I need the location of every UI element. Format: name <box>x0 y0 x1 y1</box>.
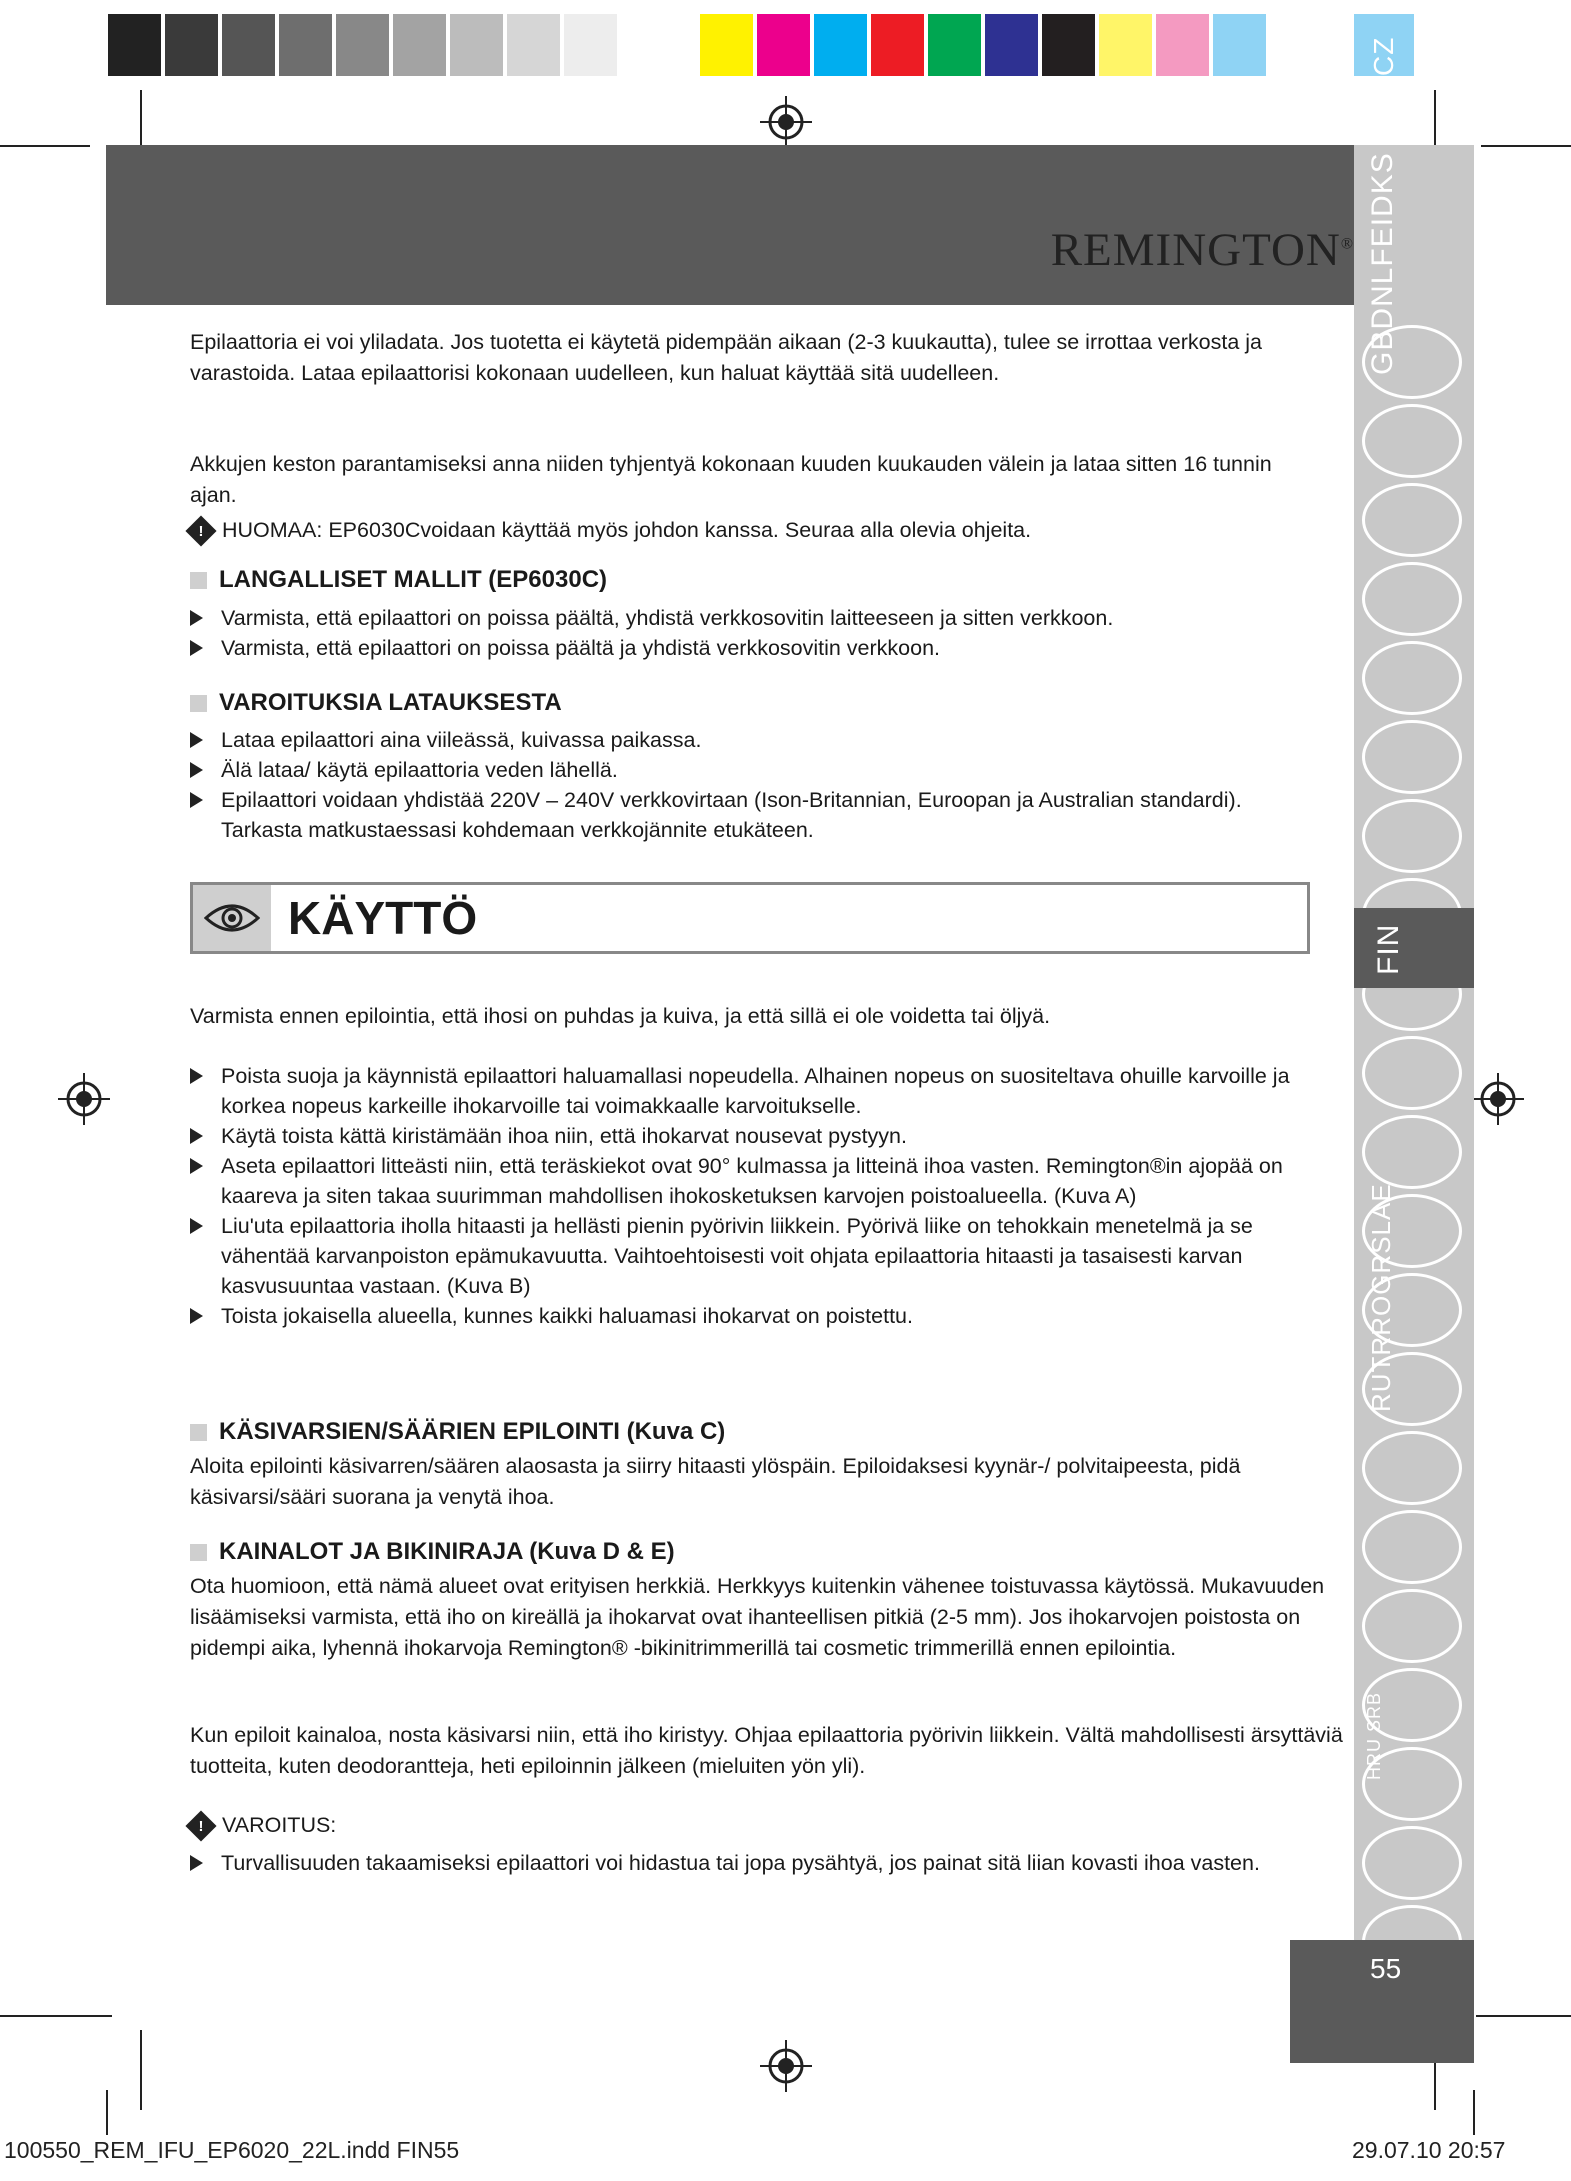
crop-mark <box>140 2030 142 2110</box>
footer-file-info: 100550_REM_IFU_EP6020_22L.indd FIN55 <box>4 2137 460 2163</box>
exclamation-diamond-icon: ! <box>185 1810 216 1841</box>
list-item: Käytä toista kättä kiristämään ihoa niin, että ihokarvat nousevat pystyyn. <box>186 1121 1316 1151</box>
crop-mark <box>106 2090 108 2135</box>
color-swatch <box>814 14 871 76</box>
eye-icon <box>204 900 260 936</box>
list-item: Varmista, että epilaattori on poissa päältä ja yhdistä verkkosovitin verkkoon. <box>186 633 1316 663</box>
registration-mark-icon <box>58 1073 110 1125</box>
usage-title: KÄYTTÖ <box>288 892 478 944</box>
crop-mark <box>1473 2090 1475 2135</box>
language-oval[interactable] <box>1362 483 1462 557</box>
section-square-icon <box>190 1424 207 1441</box>
arms-text: Aloita epilointi käsivarren/säären alaosasta ja siirry hitaasti ylöspäin. Epiloidaksesi kyynär-/ polvitaipeesta, pidä käsivarsi/sääri suorana ja venytä ihoa. <box>190 1454 1241 1509</box>
charging-section-title: VAROITUKSIA LATAUKSESTA <box>190 689 562 717</box>
sidebar-top-label: CZ <box>1368 36 1399 76</box>
color-swatch <box>757 14 814 76</box>
intro-paragraph-1: Epilaattoria ei voi yliladata. Jos tuotetta ei käytetä pidempään aikaan (2-3 kuukautta), tulee se irrottaa verkosta ja varastoida. Lataa epilaattorisi kokonaan uudelleen, kun haluat käyttää sitä uudelleen. <box>190 330 1263 385</box>
language-oval[interactable] <box>1362 562 1462 636</box>
section-square-icon <box>190 572 207 589</box>
charging-list <box>186 725 1316 845</box>
language-oval[interactable] <box>1362 404 1462 478</box>
color-swatch <box>871 14 928 76</box>
section-square-icon <box>190 1544 207 1561</box>
color-swatch <box>279 14 336 76</box>
language-oval[interactable] <box>1362 641 1462 715</box>
color-swatch <box>1042 14 1099 76</box>
usage-heading-box <box>190 882 1310 954</box>
remington-logo: REMINGTON® <box>1050 224 1354 276</box>
page-number: 55 <box>1370 1953 1402 1984</box>
eye-icon-cell <box>193 885 271 951</box>
list-item: Poista suoja ja käynnistä epilaattori haluamallasi nopeudella. Alhainen nopeus on suositeltava ohuille karvoille ja korkea nopeus karkeille ihokarvoille tai voimakkaalle karvoitukselle. <box>186 1061 1316 1121</box>
sidebar-langs-bottom: HRU SRB <box>1364 1691 1384 1780</box>
registration-mark-icon <box>1472 1073 1524 1125</box>
list-item: Älä lataa/ käytä epilaattoria veden lähellä. <box>186 755 1316 785</box>
section-square-icon <box>190 695 207 712</box>
crop-mark <box>0 2015 112 2017</box>
color-swatch <box>1213 14 1270 76</box>
language-oval[interactable] <box>1362 1826 1462 1900</box>
warning-list <box>186 1848 1316 1878</box>
color-swatch <box>165 14 222 76</box>
intro-note <box>190 518 1031 543</box>
underarms-paragraph-2: Kun epiloit kainaloa, nosta käsivarsi niin, että iho kiristyy. Ohjaa epilaattoria pyörivin liikkein. Vältä mahdollisesti ärsyttäviä tuotteita, kuten deodorantteja, heti epiloinnin jälkeen (mieluiten yön yli). <box>190 1723 1343 1778</box>
arms-section-title: KÄSIVARSIEN/SÄÄRIEN EPILOINTI (Kuva C) <box>190 1418 725 1446</box>
wired-list <box>186 603 1316 663</box>
warning-label: ! VAROITUS: <box>190 1813 336 1838</box>
underarms-paragraph-1: Ota huomioon, että nämä alueet ovat erityisen herkkiä. Herkkyys kuitenkin vähenee toistuvassa käytössä. Mukavuuden lisäämiseksi varmista, että iho on kireällä ja ihokarvat ovat ihanteellisen pitkiä (2-5 mm). Jos ihokarvojen poistosta on pidempi aika, lyhennä ihokarvoja Remington® -bikinitrimmerillä tai cosmetic trimmerillä ennen epilointia. <box>190 1574 1325 1660</box>
registration-mark-icon <box>760 2040 812 2092</box>
list-item: Liu'uta epilaattoria iholla hitaasti ja hellästi pienin pyörivin liikkein. Pyörivä liike on tehokkain menetelmä ja se vähentää karvanpoiston epämukavuutta. Vaihtoehtoisesti voit ohjata epilaattoria hitaasti ja tasaisesti karvan kasvusuuntaa vastaan. (Kuva B) <box>186 1211 1316 1301</box>
wired-section-title: LANGALLISET MALLIT (EP6030C) <box>190 566 607 594</box>
color-swatch <box>1156 14 1213 76</box>
language-oval[interactable] <box>1362 1115 1462 1189</box>
crop-mark <box>140 90 142 150</box>
color-calibration-bar <box>108 14 1270 76</box>
color-swatch <box>450 14 507 76</box>
footer-date: 29.07.10 20:57 <box>1352 2137 1506 2163</box>
underarms-section-title: KAINALOT JA BIKINIRAJA (Kuva D & E) <box>190 1538 675 1566</box>
language-oval[interactable] <box>1362 799 1462 873</box>
sidebar-langs-mid: RUTRROGRSLAE <box>1366 1183 1396 1412</box>
language-oval[interactable] <box>1362 720 1462 794</box>
list-item: Lataa epilaattori aina viileässä, kuivassa paikassa. <box>186 725 1316 755</box>
color-swatch <box>336 14 393 76</box>
color-swatch <box>564 14 621 76</box>
active-language-label: FIN <box>1372 923 1405 975</box>
crop-mark <box>0 145 90 147</box>
sidebar-langs-top: GBDNLFEIDKS <box>1366 152 1399 375</box>
language-oval[interactable] <box>1362 1431 1462 1505</box>
intro-note-text: HUOMAA: EP6030Cvoidaan käyttää myös johdon kanssa. Seuraa alla olevia ohjeita. <box>222 518 1032 542</box>
color-swatch <box>700 14 757 76</box>
registration-mark-icon <box>760 96 812 148</box>
color-swatch <box>1099 14 1156 76</box>
usage-intro: Varmista ennen epilointia, että ihosi on puhdas ja kuiva, ja että sillä ei ole voidetta tai öljyä. <box>190 1004 1051 1028</box>
list-item: Turvallisuuden takaamiseksi epilaattori voi hidastua tai jopa pysähtyä, jos painat sitä liian kovasti ihoa vasten. <box>186 1848 1316 1878</box>
usage-list <box>186 1061 1316 1331</box>
color-swatch <box>928 14 985 76</box>
color-swatch <box>393 14 450 76</box>
intro-paragraph-2: Akkujen keston parantamiseksi anna niiden tyhjentyä kokonaan kuuden kuukauden välein ja lataa sitten 16 tunnin ajan. <box>190 452 1272 507</box>
list-item: Varmista, että epilaattori on poissa päältä, yhdistä verkkosovitin laitteeseen ja sitten verkkoon. <box>186 603 1316 633</box>
list-item: Toista jokaisella alueella, kunnes kaikki haluamasi ihokarvat on poistettu. <box>186 1301 1316 1331</box>
language-oval[interactable] <box>1362 1589 1462 1663</box>
language-oval[interactable] <box>1362 1510 1462 1584</box>
color-swatch <box>108 14 165 76</box>
header-band <box>106 145 1474 305</box>
crop-mark <box>1476 2015 1571 2017</box>
language-oval[interactable] <box>1362 1036 1462 1110</box>
crop-mark <box>1481 145 1571 147</box>
color-swatch <box>222 14 279 76</box>
crop-mark <box>1434 90 1436 150</box>
colorbar-gap <box>678 14 700 76</box>
color-swatch <box>621 14 678 76</box>
color-swatch <box>985 14 1042 76</box>
exclamation-diamond-icon: ! <box>185 515 216 546</box>
list-item: Aseta epilaattori litteästi niin, että teräskiekot ovat 90° kulmassa ja litteinä ihoa vasten. Remington®in ajopää on kaareva ja siten takaa suurimman mahdollisen ihokosketuksen karvojen poistoalueella. (Kuva A) <box>186 1151 1316 1211</box>
list-item: Epilaattori voidaan yhdistää 220V – 240V verkkovirtaan (Ison-Britannian, Euroopan ja Australian standardi). Tarkasta matkustaessasi kohdemaan verkkojännite etukäteen. <box>186 785 1316 845</box>
color-swatch <box>507 14 564 76</box>
